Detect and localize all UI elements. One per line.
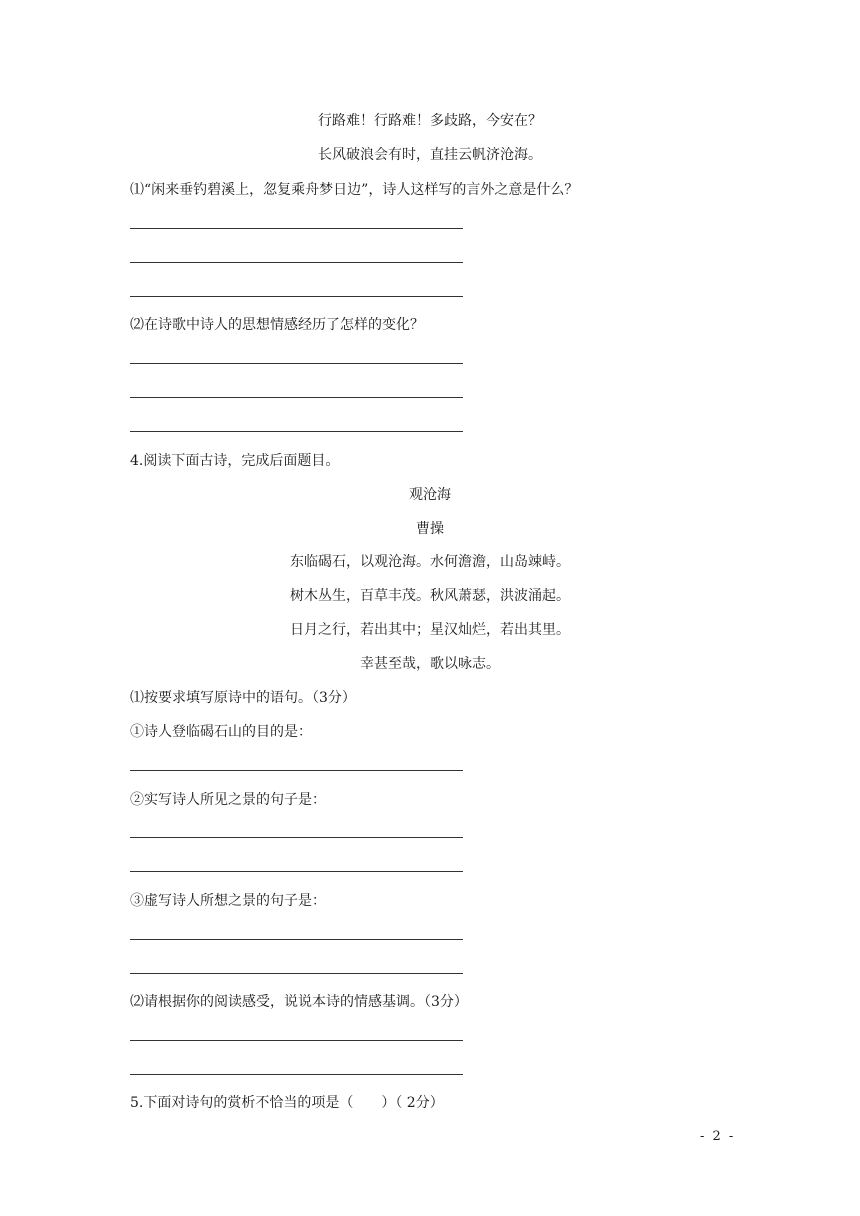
answer-line xyxy=(130,296,463,297)
q3-sub2-question: ⑵在诗歌中诗人的思想情感经历了怎样的变化？ xyxy=(130,317,424,333)
poem1-line-2: 长风破浪会有时，直挂云帆济沧海。 xyxy=(318,147,542,163)
page-number: - 2 - xyxy=(700,1129,736,1144)
answer-line xyxy=(130,939,463,940)
answer-line xyxy=(130,973,463,974)
q3-sub1-question: ⑴“闲来垂钓碧溪上，忽复乘舟梦日边”，诗人这样写的言外之意是什么？ xyxy=(130,182,579,198)
poem-title: 观沧海 xyxy=(409,487,451,503)
q4-item2: ②实写诗人所见之景的句子是： xyxy=(130,792,326,808)
answer-line xyxy=(130,871,463,872)
poem-line-2: 树木丛生，百草丰茂。秋风萧瑟，洪波涌起。 xyxy=(290,588,570,604)
poem1-line-1: 行路难！行路难！多歧路，今安在？ xyxy=(318,113,542,129)
answer-line xyxy=(130,837,463,838)
q4-sub2-question: ⑵请根据你的阅读感受，说说本诗的情感基调。（3分） xyxy=(130,994,468,1010)
answer-line xyxy=(130,228,463,229)
poem-line-3: 日月之行，若出其中；星汉灿烂，若出其里。 xyxy=(290,622,570,638)
answer-line xyxy=(130,397,463,398)
answer-line xyxy=(130,770,463,771)
answer-line xyxy=(130,262,463,263)
poem-line-1: 东临碣石，以观沧海。水何澹澹，山岛竦峙。 xyxy=(290,554,570,570)
q4-item3: ③虚写诗人所想之景的句子是： xyxy=(130,893,326,909)
answer-line xyxy=(130,1040,463,1041)
answer-line xyxy=(130,363,463,364)
answer-line xyxy=(130,431,463,432)
poem-line-4: 幸甚至哉，歌以咏志。 xyxy=(360,656,500,672)
q4-sub1-question: ⑴按要求填写原诗中的语句。（3分） xyxy=(130,690,356,706)
poem-author: 曹操 xyxy=(416,521,444,537)
q4-item1: ①诗人登临碣石山的目的是： xyxy=(130,724,312,740)
answer-line xyxy=(130,1074,463,1075)
q5-prompt: 5.下面对诗句的赏析不恰当的项是（ ）（ 2分） xyxy=(130,1095,444,1111)
q4-prompt: 4.阅读下面古诗，完成后面题目。 xyxy=(130,453,340,469)
